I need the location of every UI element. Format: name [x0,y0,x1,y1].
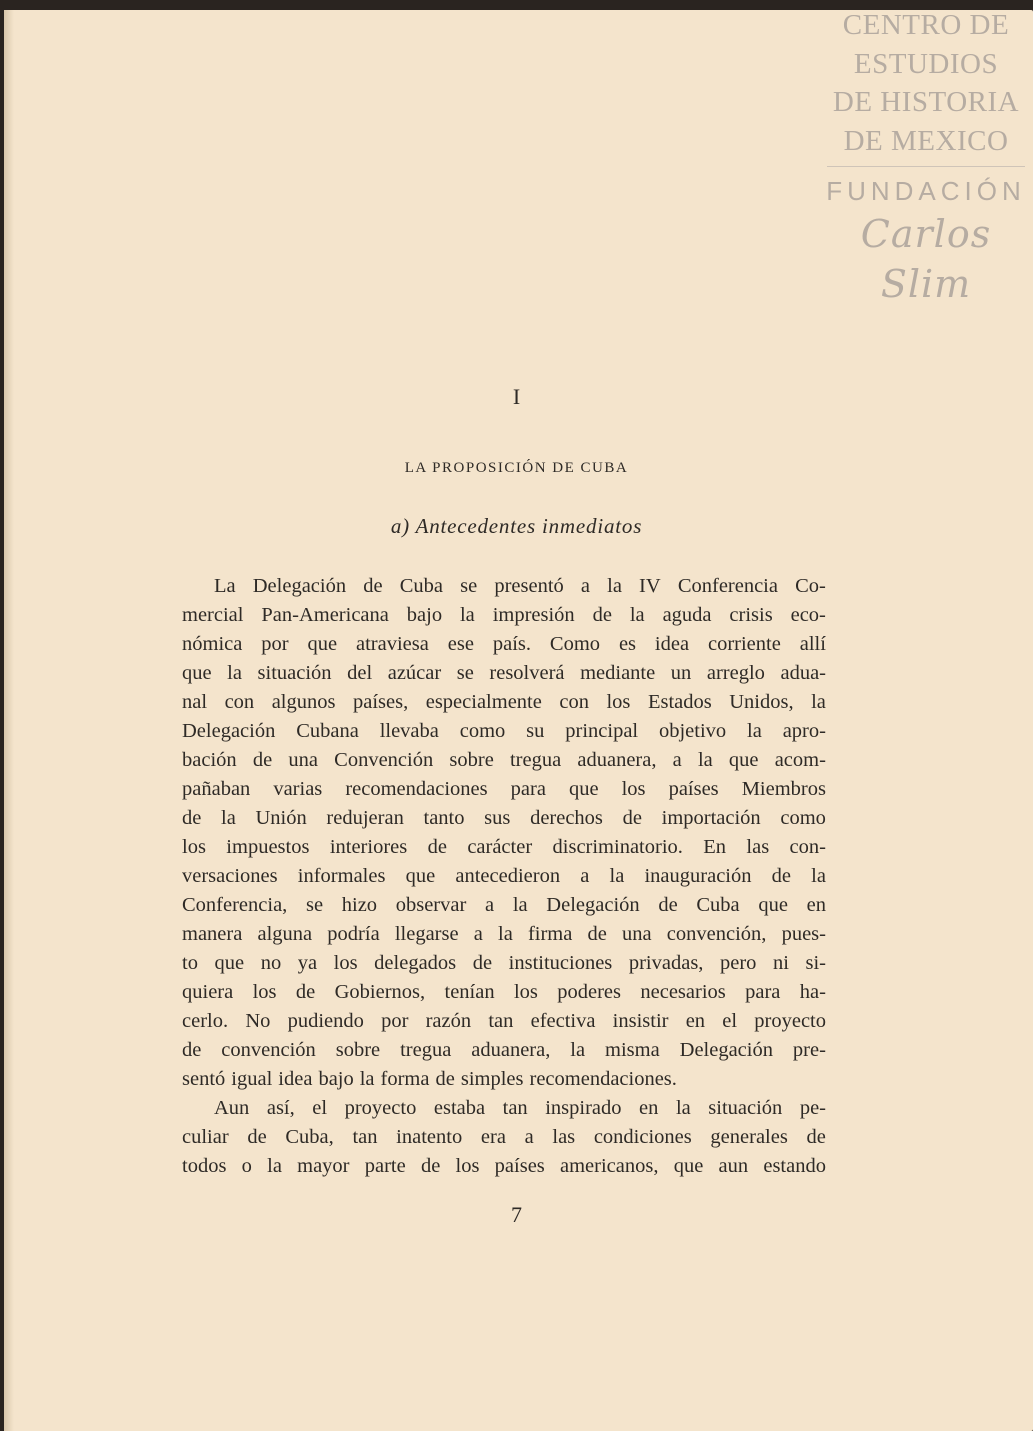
watermark-divider [827,166,1025,167]
text-line: Conferencia, se hizo observar a la Delegación de Cuba que en [182,894,826,916]
text-line: to que no ya los delegados de instituciones privadas, pero ni si- [182,952,826,974]
text-line: bación de una Convención sobre tregua aduanera, a la que acom- [182,749,826,771]
institution-watermark [823,6,1029,309]
text-line: La Delegación de Cuba se presentó a la IV Conferencia Co- [214,575,826,597]
chapter-number: I [512,384,521,409]
watermark-line: DE HISTORIA [832,86,1020,118]
text-line: cerlo. No pudiendo por razón tan efectiva insistir en el proyecto [182,1010,826,1032]
text-line: pañaban varias recomendaciones para que los países Miembros [182,778,826,800]
chapter-title: LA PROPOSICIÓN DE CUBA [404,460,629,476]
text-line: quiera los de Gobiernos, tenían los poderes necesarios para ha- [182,981,826,1003]
watermark-signature: Carlos Slim [860,212,992,306]
text-line: mercial Pan-Americana bajo la impresión de la aguda crisis eco- [182,604,826,626]
text-line: sentó igual idea bajo la forma de simples recomendaciones. [182,1068,677,1090]
section-heading: a) Antecedentes inmediatos [390,514,643,538]
text-line: los impuestos interiores de carácter discriminatorio. En las con- [182,836,826,858]
text-line: Delegación Cubana llevaba como su principal objetivo la apro- [182,720,826,742]
page-number: 7 [511,1202,522,1227]
watermark-line: CENTRO DE [842,9,1010,41]
text-line: de la Unión redujeran tanto sus derechos de importación como [182,807,826,829]
text-line: versaciones informales que antecedieron a la inauguración de la [182,865,826,887]
text-line: todos o la mayor parte de los países americanos, que aun estando [182,1155,826,1177]
text-line: manera alguna podría llegarse a la firma de una convención, pues- [182,923,826,945]
text-line: culiar de Cuba, tan inatento era a las condiciones generales de [182,1126,826,1148]
text-line: que la situación del azúcar se resolverá mediante un arreglo adua- [182,662,826,684]
body-text [182,572,826,1181]
text-line: nómica por que atraviesa ese país. Como es idea corriente allí [182,633,826,655]
text-line: Aun así, el proyecto estaba tan inspirado en la situación pe- [214,1097,826,1119]
watermark-line: DE MEXICO [843,124,1009,157]
watermark-foundation: FUNDACIÓN [826,176,1026,206]
watermark-line: ESTUDIOS [853,47,999,80]
text-line: nal con algunos países, especialmente con los Estados Unidos, la [182,691,826,713]
text-line: de convención sobre tregua aduanera, la misma Delegación pre- [182,1039,826,1061]
